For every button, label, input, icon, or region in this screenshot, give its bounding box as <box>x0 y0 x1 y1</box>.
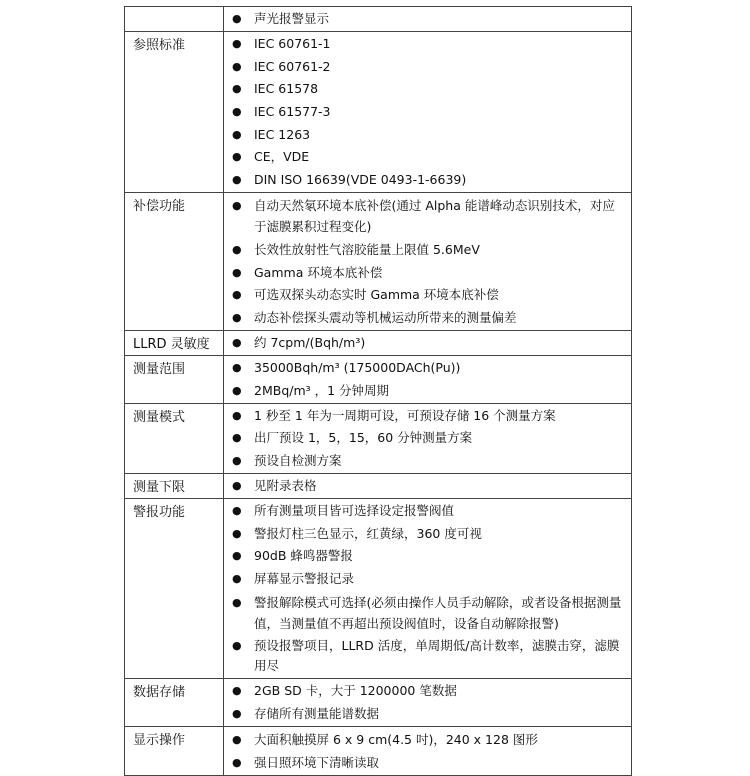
spec-table <box>124 6 632 776</box>
spec-item-text: 声光报警显示 <box>254 11 330 26</box>
spec-item <box>232 729 625 750</box>
spec-item-text: 预设报警项目，LLRD 活度，单周期低/高计数率，滤膜击穿，滤膜用尽 <box>254 638 620 674</box>
spec-row <box>125 355 632 403</box>
spec-item <box>232 681 625 701</box>
bullet-icon: ● <box>232 59 242 73</box>
spec-item-text: 警报解除模式可选择(必须由操作人员手动解除，或者设备根据测量值，当测量值不再超出预设阀值时，设备自动解除报警) <box>254 594 622 631</box>
spec-row <box>125 727 632 776</box>
spec-items <box>224 32 632 193</box>
spec-item-text: 所有测量项目皆可选择设定报警阀值 <box>254 502 455 518</box>
bullet-icon: ● <box>232 37 242 50</box>
bullet-icon: ● <box>232 12 242 25</box>
bullet-icon: ● <box>232 82 242 96</box>
spec-item <box>232 285 625 305</box>
spec-item-text: IEC 60761-2 <box>254 58 331 74</box>
bullet-icon: ● <box>232 360 242 374</box>
spec-item-text: 约 7cpm/(Bqh/m³) <box>254 334 366 350</box>
spec-item <box>232 592 625 634</box>
spec-item <box>232 569 625 589</box>
bullet-icon: ● <box>232 572 242 585</box>
spec-item <box>232 546 625 566</box>
bullet-icon: ● <box>232 755 242 769</box>
spec-item-text: Gamma 环境本底补偿 <box>254 264 383 280</box>
bullet-icon: ● <box>232 408 242 422</box>
spec-items <box>224 7 632 32</box>
spec-item-text: 1 秒至 1 年为一周期可设，可预设存储 16 个测量方案 <box>254 407 556 423</box>
spec-item-text: 出厂预设 1，5，15，60 分钟测量方案 <box>254 430 473 446</box>
spec-item <box>232 9 625 29</box>
spec-items <box>224 330 632 355</box>
spec-table-body <box>125 7 632 776</box>
spec-label <box>125 7 224 32</box>
spec-item-text: 存储所有测量能谱数据 <box>254 706 380 722</box>
spec-item <box>232 501 625 521</box>
spec-row <box>125 193 632 331</box>
bullet-icon: ● <box>232 526 242 540</box>
bullet-icon: ● <box>232 733 242 747</box>
spec-item <box>232 79 625 99</box>
spec-item <box>232 102 625 122</box>
spec-items <box>224 473 632 498</box>
bullet-icon: ● <box>232 431 242 445</box>
spec-item-text: DIN ISO 16639(VDE 0493-1-6639) <box>254 172 467 188</box>
spec-label: 参照标准 <box>125 32 224 193</box>
spec-items <box>224 355 632 403</box>
spec-label: 警报功能 <box>125 498 224 678</box>
spec-item-text: 2GB SD 卡，大于 1200000 笔数据 <box>254 683 457 699</box>
spec-item-text: 自动天然氡环境本底补偿(通过 Alpha 能谱峰动态识别技术，对应于滤膜累积过程变化) <box>254 198 615 235</box>
spec-item-text: 动态补偿探头震动等机械运动所带来的测量偏差 <box>254 309 517 325</box>
spec-row <box>125 403 632 473</box>
spec-label: 测量范围 <box>125 355 224 403</box>
spec-item <box>232 451 625 471</box>
spec-item <box>232 428 625 448</box>
spec-item <box>232 358 625 378</box>
bullet-icon: ● <box>232 335 242 349</box>
spec-item <box>232 57 625 77</box>
spec-items <box>224 679 632 727</box>
spec-row <box>125 473 632 498</box>
spec-label: LLRD 灵敏度 <box>125 330 224 355</box>
spec-row <box>125 498 632 678</box>
spec-label: 测量下限 <box>125 473 224 498</box>
bullet-icon: ● <box>232 310 242 324</box>
spec-row <box>125 32 632 193</box>
spec-row <box>125 330 632 355</box>
spec-item-text: 警报灯柱三色显示，红黄绿，360 度可视 <box>254 525 482 541</box>
spec-item <box>232 34 625 54</box>
spec-item-text: IEC 60761-1 <box>254 36 331 51</box>
spec-items <box>224 498 632 678</box>
spec-item-text: 长效性放射性气溶胶能量上限值 5.6MeV <box>254 241 480 257</box>
spec-item-text: CE，VDE <box>254 149 310 165</box>
bullet-icon: ● <box>232 127 242 141</box>
bullet-icon: ● <box>232 173 242 187</box>
bullet-icon: ● <box>232 150 242 164</box>
spec-item <box>232 636 625 676</box>
spec-item <box>232 263 625 283</box>
spec-item-text: 强日照环境下清晰读取 <box>254 754 380 770</box>
spec-item <box>232 753 625 773</box>
bullet-icon: ● <box>232 707 242 721</box>
spec-items <box>224 727 632 776</box>
spec-item-text: 可选双探头动态实时 Gamma 环境本底补偿 <box>254 287 499 303</box>
spec-item-text: IEC 1263 <box>254 126 311 142</box>
spec-item-text: 见附录表格 <box>254 477 317 493</box>
bullet-icon: ● <box>232 265 242 279</box>
spec-item-text: IEC 61578 <box>254 81 319 97</box>
bullet-icon: ● <box>232 288 242 302</box>
spec-label: 补偿功能 <box>125 193 224 331</box>
bullet-icon: ● <box>232 595 242 609</box>
spec-item <box>232 333 625 353</box>
spec-item <box>232 406 625 426</box>
spec-item <box>232 524 625 544</box>
spec-item <box>232 125 625 145</box>
bullet-icon: ● <box>232 453 242 467</box>
spec-item-text: 90dB 蜂鸣器警报 <box>254 548 353 564</box>
spec-item-text: 屏幕显示警报记录 <box>254 571 355 586</box>
spec-item <box>232 195 625 237</box>
spec-item <box>232 308 625 328</box>
spec-item <box>232 476 625 496</box>
spec-label: 显示操作 <box>125 727 224 776</box>
spec-item-text: IEC 61577-3 <box>254 104 331 120</box>
spec-item-text: 大面积触摸屏 6 x 9 cm(4.5 吋)，240 x 128 图形 <box>254 732 538 748</box>
spec-item <box>232 147 625 167</box>
bullet-icon: ● <box>232 684 242 698</box>
spec-item <box>232 240 625 260</box>
bullet-icon: ● <box>232 105 242 119</box>
bullet-icon: ● <box>232 383 242 397</box>
spec-item <box>232 170 625 190</box>
bullet-icon: ● <box>232 639 242 653</box>
bullet-icon: ● <box>232 478 242 492</box>
spec-item <box>232 704 625 724</box>
spec-item-text: 预设自检测方案 <box>254 452 342 468</box>
spec-row <box>125 679 632 727</box>
bullet-icon: ● <box>232 549 242 563</box>
spec-label: 数据存储 <box>125 679 224 727</box>
spec-item-text: 2MBq/m³ ，1 分钟周期 <box>254 382 390 398</box>
spec-item-text: 35000Bqh/m³ (175000DACh(Pu)) <box>254 359 461 375</box>
bullet-icon: ● <box>232 199 242 213</box>
spec-label: 测量模式 <box>125 403 224 473</box>
spec-items <box>224 193 632 331</box>
bullet-icon: ● <box>232 242 242 256</box>
bullet-icon: ● <box>232 503 242 517</box>
spec-row <box>125 7 632 32</box>
spec-item <box>232 381 625 401</box>
spec-items <box>224 403 632 473</box>
